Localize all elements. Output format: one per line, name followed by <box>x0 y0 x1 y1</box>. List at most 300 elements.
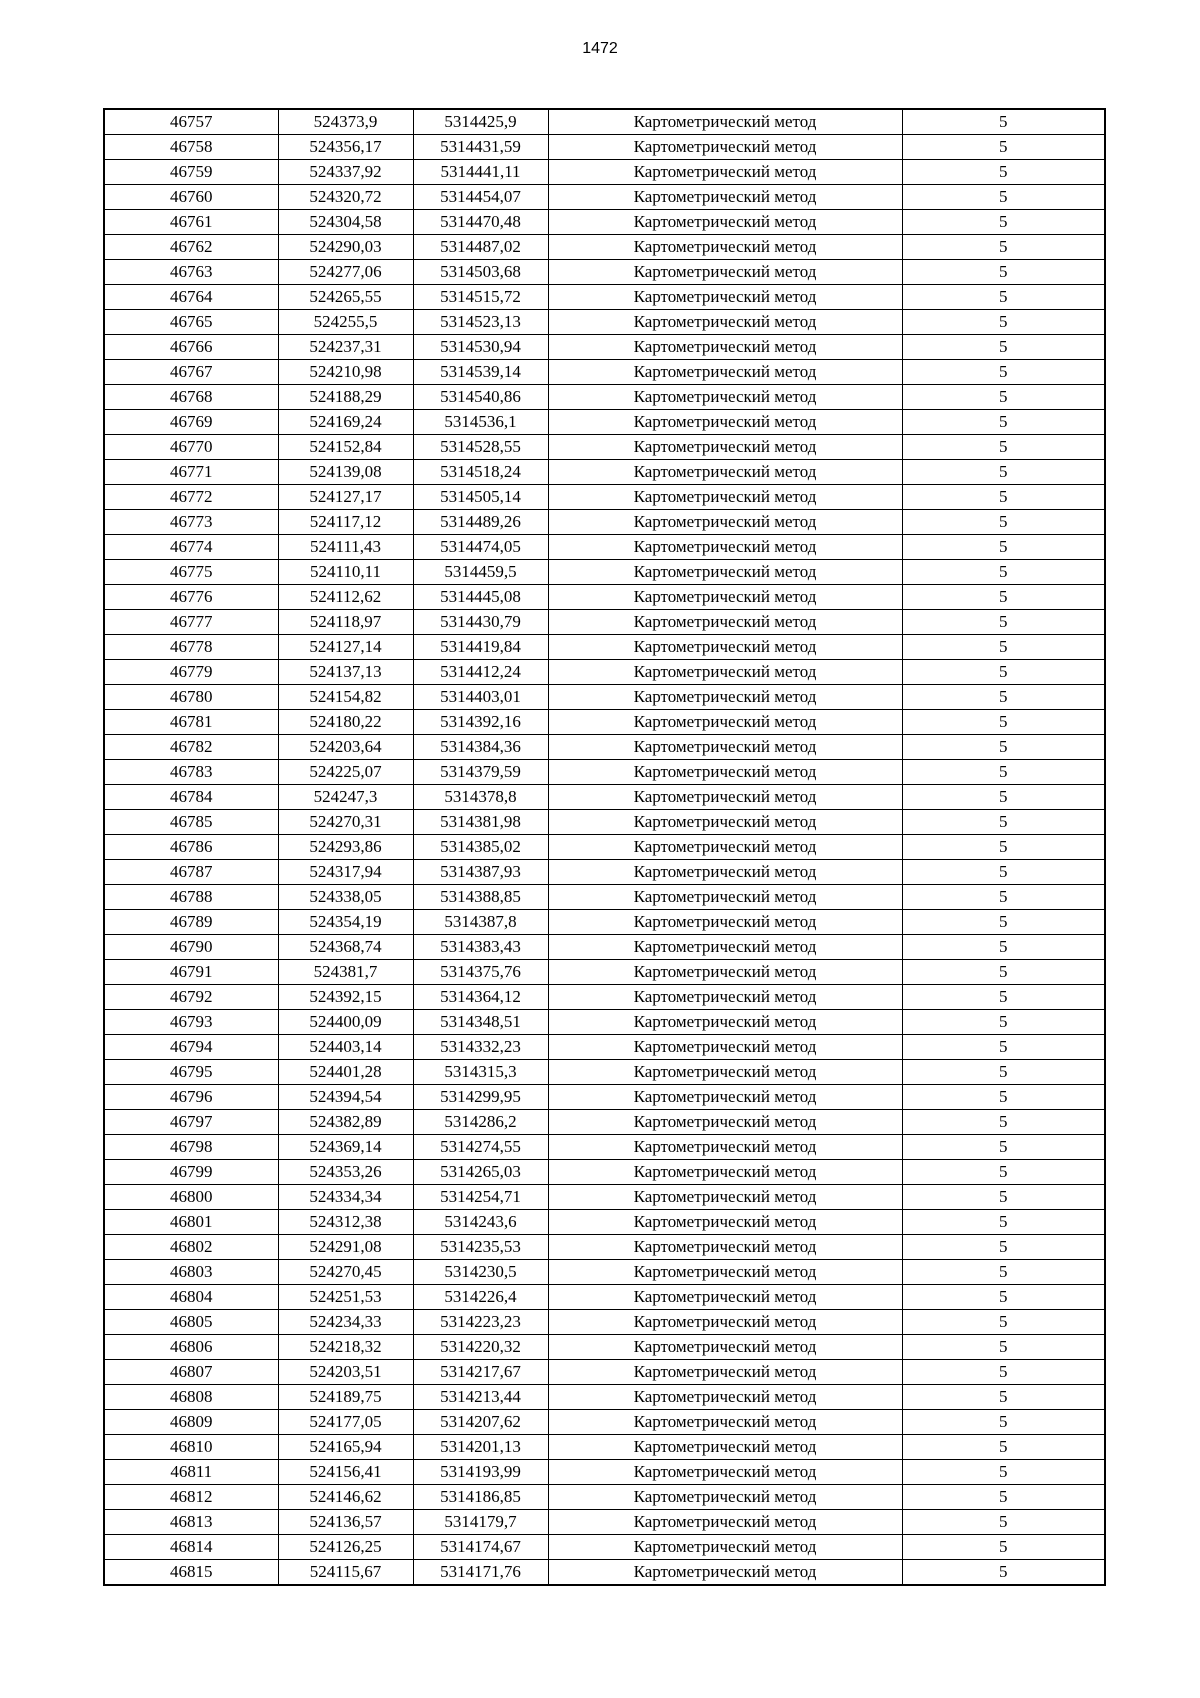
table-row <box>104 960 1105 985</box>
y-coordinate-cell: 5314474,05 <box>413 535 548 560</box>
accuracy-cell: 5 <box>902 310 1105 335</box>
table-row <box>104 1160 1105 1185</box>
x-coordinate-cell: 524165,94 <box>278 1435 413 1460</box>
table-row <box>104 360 1105 385</box>
y-coordinate-cell: 5314226,4 <box>413 1285 548 1310</box>
method-cell: Картометрический метод <box>548 210 902 235</box>
table-row <box>104 585 1105 610</box>
table-row <box>104 335 1105 360</box>
method-cell: Картометрический метод <box>548 585 902 610</box>
accuracy-cell: 5 <box>902 1235 1105 1260</box>
accuracy-cell: 5 <box>902 1260 1105 1285</box>
table-row <box>104 410 1105 435</box>
y-coordinate-cell: 5314299,95 <box>413 1085 548 1110</box>
x-coordinate-cell: 524189,75 <box>278 1385 413 1410</box>
point-number-cell: 46804 <box>104 1285 278 1310</box>
accuracy-cell: 5 <box>902 1310 1105 1335</box>
y-coordinate-cell: 5314419,84 <box>413 635 548 660</box>
point-number-cell: 46760 <box>104 185 278 210</box>
table-row <box>104 835 1105 860</box>
point-number-cell: 46765 <box>104 310 278 335</box>
method-cell: Картометрический метод <box>548 860 902 885</box>
table-row <box>104 1410 1105 1435</box>
table-row <box>104 1335 1105 1360</box>
x-coordinate-cell: 524251,53 <box>278 1285 413 1310</box>
accuracy-cell: 5 <box>902 1460 1105 1485</box>
accuracy-cell: 5 <box>902 460 1105 485</box>
point-number-cell: 46807 <box>104 1360 278 1385</box>
table-body <box>104 109 1105 1585</box>
point-number-cell: 46795 <box>104 1060 278 1085</box>
point-number-cell: 46808 <box>104 1385 278 1410</box>
method-cell: Картометрический метод <box>548 610 902 635</box>
point-number-cell: 46803 <box>104 1260 278 1285</box>
y-coordinate-cell: 5314487,02 <box>413 235 548 260</box>
table-row <box>104 310 1105 335</box>
table-row <box>104 1385 1105 1410</box>
y-coordinate-cell: 5314223,23 <box>413 1310 548 1335</box>
y-coordinate-cell: 5314528,55 <box>413 435 548 460</box>
accuracy-cell: 5 <box>902 535 1105 560</box>
x-coordinate-cell: 524115,67 <box>278 1560 413 1586</box>
y-coordinate-cell: 5314403,01 <box>413 685 548 710</box>
method-cell: Картометрический метод <box>548 760 902 785</box>
coordinates-table <box>103 108 1106 1586</box>
table-row <box>104 1435 1105 1460</box>
accuracy-cell: 5 <box>902 1110 1105 1135</box>
method-cell: Картометрический метод <box>548 1435 902 1460</box>
accuracy-cell: 5 <box>902 1185 1105 1210</box>
point-number-cell: 46791 <box>104 960 278 985</box>
x-coordinate-cell: 524154,82 <box>278 685 413 710</box>
accuracy-cell: 5 <box>902 235 1105 260</box>
x-coordinate-cell: 524136,57 <box>278 1510 413 1535</box>
table-row <box>104 635 1105 660</box>
y-coordinate-cell: 5314536,1 <box>413 410 548 435</box>
x-coordinate-cell: 524277,06 <box>278 260 413 285</box>
point-number-cell: 46796 <box>104 1085 278 1110</box>
x-coordinate-cell: 524146,62 <box>278 1485 413 1510</box>
x-coordinate-cell: 524118,97 <box>278 610 413 635</box>
accuracy-cell: 5 <box>902 960 1105 985</box>
accuracy-cell: 5 <box>902 1285 1105 1310</box>
page-number: 1472 <box>582 40 618 57</box>
x-coordinate-cell: 524317,94 <box>278 860 413 885</box>
x-coordinate-cell: 524203,64 <box>278 735 413 760</box>
y-coordinate-cell: 5314186,85 <box>413 1485 548 1510</box>
method-cell: Картометрический метод <box>548 1210 902 1235</box>
table-row <box>104 485 1105 510</box>
x-coordinate-cell: 524394,54 <box>278 1085 413 1110</box>
y-coordinate-cell: 5314378,8 <box>413 785 548 810</box>
point-number-cell: 46758 <box>104 135 278 160</box>
table-row <box>104 510 1105 535</box>
table-row <box>104 1310 1105 1335</box>
y-coordinate-cell: 5314286,2 <box>413 1110 548 1135</box>
table-row <box>104 1460 1105 1485</box>
table-row <box>104 1510 1105 1535</box>
x-coordinate-cell: 524354,19 <box>278 910 413 935</box>
method-cell: Картометрический метод <box>548 1260 902 1285</box>
y-coordinate-cell: 5314470,48 <box>413 210 548 235</box>
accuracy-cell: 5 <box>902 560 1105 585</box>
x-coordinate-cell: 524234,33 <box>278 1310 413 1335</box>
y-coordinate-cell: 5314459,5 <box>413 560 548 585</box>
method-cell: Картометрический метод <box>548 960 902 985</box>
y-coordinate-cell: 5314441,11 <box>413 160 548 185</box>
accuracy-cell: 5 <box>902 710 1105 735</box>
y-coordinate-cell: 5314179,7 <box>413 1510 548 1535</box>
point-number-cell: 46792 <box>104 985 278 1010</box>
accuracy-cell: 5 <box>902 635 1105 660</box>
point-number-cell: 46797 <box>104 1110 278 1135</box>
method-cell: Картометрический метод <box>548 310 902 335</box>
method-cell: Картометрический метод <box>548 785 902 810</box>
x-coordinate-cell: 524368,74 <box>278 935 413 960</box>
accuracy-cell: 5 <box>902 185 1105 210</box>
table-row <box>104 910 1105 935</box>
method-cell: Картометрический метод <box>548 135 902 160</box>
table-row <box>104 1210 1105 1235</box>
method-cell: Картометрический метод <box>548 1160 902 1185</box>
method-cell: Картометрический метод <box>548 1110 902 1135</box>
point-number-cell: 46779 <box>104 660 278 685</box>
table-row <box>104 810 1105 835</box>
x-coordinate-cell: 524369,14 <box>278 1135 413 1160</box>
x-coordinate-cell: 524180,22 <box>278 710 413 735</box>
accuracy-cell: 5 <box>902 835 1105 860</box>
y-coordinate-cell: 5314430,79 <box>413 610 548 635</box>
method-cell: Картометрический метод <box>548 1535 902 1560</box>
table-row <box>104 1360 1105 1385</box>
method-cell: Картометрический метод <box>548 910 902 935</box>
point-number-cell: 46772 <box>104 485 278 510</box>
x-coordinate-cell: 524320,72 <box>278 185 413 210</box>
table-row <box>104 710 1105 735</box>
method-cell: Картометрический метод <box>548 1560 902 1586</box>
accuracy-cell: 5 <box>902 485 1105 510</box>
y-coordinate-cell: 5314201,13 <box>413 1435 548 1460</box>
y-coordinate-cell: 5314315,3 <box>413 1060 548 1085</box>
y-coordinate-cell: 5314515,72 <box>413 285 548 310</box>
point-number-cell: 46810 <box>104 1435 278 1460</box>
x-coordinate-cell: 524304,58 <box>278 210 413 235</box>
y-coordinate-cell: 5314539,14 <box>413 360 548 385</box>
method-cell: Картометрический метод <box>548 1010 902 1035</box>
x-coordinate-cell: 524127,14 <box>278 635 413 660</box>
method-cell: Картометрический метод <box>548 935 902 960</box>
y-coordinate-cell: 5314454,07 <box>413 185 548 210</box>
table-row <box>104 1260 1105 1285</box>
table-row <box>104 760 1105 785</box>
method-cell: Картометрический метод <box>548 1460 902 1485</box>
table-row <box>104 1560 1105 1586</box>
method-cell: Картометрический метод <box>548 185 902 210</box>
table-row <box>104 685 1105 710</box>
point-number-cell: 46776 <box>104 585 278 610</box>
y-coordinate-cell: 5314387,8 <box>413 910 548 935</box>
method-cell: Картометрический метод <box>548 660 902 685</box>
accuracy-cell: 5 <box>902 1135 1105 1160</box>
x-coordinate-cell: 524112,62 <box>278 585 413 610</box>
point-number-cell: 46794 <box>104 1035 278 1060</box>
x-coordinate-cell: 524177,05 <box>278 1410 413 1435</box>
x-coordinate-cell: 524382,89 <box>278 1110 413 1135</box>
table-row <box>104 1485 1105 1510</box>
accuracy-cell: 5 <box>902 735 1105 760</box>
table-row <box>104 1285 1105 1310</box>
method-cell: Картометрический метод <box>548 535 902 560</box>
point-number-cell: 46787 <box>104 860 278 885</box>
y-coordinate-cell: 5314243,6 <box>413 1210 548 1235</box>
x-coordinate-cell: 524255,5 <box>278 310 413 335</box>
method-cell: Картометрический метод <box>548 1310 902 1335</box>
y-coordinate-cell: 5314384,36 <box>413 735 548 760</box>
accuracy-cell: 5 <box>902 1010 1105 1035</box>
point-number-cell: 46775 <box>104 560 278 585</box>
x-coordinate-cell: 524381,7 <box>278 960 413 985</box>
table-row <box>104 860 1105 885</box>
x-coordinate-cell: 524265,55 <box>278 285 413 310</box>
y-coordinate-cell: 5314505,14 <box>413 485 548 510</box>
accuracy-cell: 5 <box>902 435 1105 460</box>
method-cell: Картометрический метод <box>548 1510 902 1535</box>
accuracy-cell: 5 <box>902 810 1105 835</box>
method-cell: Картометрический метод <box>548 1085 902 1110</box>
point-number-cell: 46806 <box>104 1335 278 1360</box>
point-number-cell: 46770 <box>104 435 278 460</box>
accuracy-cell: 5 <box>902 760 1105 785</box>
point-number-cell: 46786 <box>104 835 278 860</box>
x-coordinate-cell: 524156,41 <box>278 1460 413 1485</box>
y-coordinate-cell: 5314274,55 <box>413 1135 548 1160</box>
x-coordinate-cell: 524293,86 <box>278 835 413 860</box>
x-coordinate-cell: 524210,98 <box>278 360 413 385</box>
accuracy-cell: 5 <box>902 1335 1105 1360</box>
table-row <box>104 1110 1105 1135</box>
point-number-cell: 46766 <box>104 335 278 360</box>
method-cell: Картометрический метод <box>548 1235 902 1260</box>
x-coordinate-cell: 524312,38 <box>278 1210 413 1235</box>
table-row <box>104 1235 1105 1260</box>
method-cell: Картометрический метод <box>548 1360 902 1385</box>
x-coordinate-cell: 524270,31 <box>278 810 413 835</box>
y-coordinate-cell: 5314375,76 <box>413 960 548 985</box>
accuracy-cell: 5 <box>902 1485 1105 1510</box>
y-coordinate-cell: 5314388,85 <box>413 885 548 910</box>
x-coordinate-cell: 524356,17 <box>278 135 413 160</box>
method-cell: Картометрический метод <box>548 485 902 510</box>
x-coordinate-cell: 524401,28 <box>278 1060 413 1085</box>
point-number-cell: 46793 <box>104 1010 278 1035</box>
x-coordinate-cell: 524338,05 <box>278 885 413 910</box>
point-number-cell: 46781 <box>104 710 278 735</box>
point-number-cell: 46809 <box>104 1410 278 1435</box>
table-row <box>104 1135 1105 1160</box>
accuracy-cell: 5 <box>902 610 1105 635</box>
x-coordinate-cell: 524188,29 <box>278 385 413 410</box>
x-coordinate-cell: 524392,15 <box>278 985 413 1010</box>
y-coordinate-cell: 5314431,59 <box>413 135 548 160</box>
table-row <box>104 985 1105 1010</box>
x-coordinate-cell: 524373,9 <box>278 109 413 135</box>
method-cell: Картометрический метод <box>548 410 902 435</box>
point-number-cell: 46780 <box>104 685 278 710</box>
point-number-cell: 46763 <box>104 260 278 285</box>
accuracy-cell: 5 <box>902 785 1105 810</box>
point-number-cell: 46783 <box>104 760 278 785</box>
y-coordinate-cell: 5314387,93 <box>413 860 548 885</box>
table-row <box>104 1535 1105 1560</box>
x-coordinate-cell: 524353,26 <box>278 1160 413 1185</box>
y-coordinate-cell: 5314530,94 <box>413 335 548 360</box>
method-cell: Картометрический метод <box>548 885 902 910</box>
y-coordinate-cell: 5314383,43 <box>413 935 548 960</box>
table-row <box>104 1035 1105 1060</box>
point-number-cell: 46777 <box>104 610 278 635</box>
accuracy-cell: 5 <box>902 660 1105 685</box>
point-number-cell: 46762 <box>104 235 278 260</box>
method-cell: Картометрический метод <box>548 1285 902 1310</box>
y-coordinate-cell: 5314489,26 <box>413 510 548 535</box>
accuracy-cell: 5 <box>902 510 1105 535</box>
method-cell: Картометрический метод <box>548 685 902 710</box>
method-cell: Картометрический метод <box>548 335 902 360</box>
table-row <box>104 235 1105 260</box>
y-coordinate-cell: 5314207,62 <box>413 1410 548 1435</box>
y-coordinate-cell: 5314230,5 <box>413 1260 548 1285</box>
point-number-cell: 46782 <box>104 735 278 760</box>
accuracy-cell: 5 <box>902 985 1105 1010</box>
point-number-cell: 46800 <box>104 1185 278 1210</box>
accuracy-cell: 5 <box>902 910 1105 935</box>
x-coordinate-cell: 524334,34 <box>278 1185 413 1210</box>
x-coordinate-cell: 524237,31 <box>278 335 413 360</box>
table-row <box>104 1085 1105 1110</box>
x-coordinate-cell: 524270,45 <box>278 1260 413 1285</box>
accuracy-cell: 5 <box>902 1535 1105 1560</box>
accuracy-cell: 5 <box>902 160 1105 185</box>
x-coordinate-cell: 524126,25 <box>278 1535 413 1560</box>
point-number-cell: 46801 <box>104 1210 278 1235</box>
point-number-cell: 46805 <box>104 1310 278 1335</box>
accuracy-cell: 5 <box>902 285 1105 310</box>
accuracy-cell: 5 <box>902 335 1105 360</box>
point-number-cell: 46768 <box>104 385 278 410</box>
point-number-cell: 46789 <box>104 910 278 935</box>
method-cell: Картометрический метод <box>548 285 902 310</box>
accuracy-cell: 5 <box>902 1360 1105 1385</box>
table-row <box>104 109 1105 135</box>
table-row <box>104 935 1105 960</box>
table-row <box>104 660 1105 685</box>
x-coordinate-cell: 524225,07 <box>278 760 413 785</box>
method-cell: Картометрический метод <box>548 510 902 535</box>
method-cell: Картометрический метод <box>548 735 902 760</box>
method-cell: Картометрический метод <box>548 260 902 285</box>
y-coordinate-cell: 5314348,51 <box>413 1010 548 1035</box>
point-number-cell: 46769 <box>104 410 278 435</box>
accuracy-cell: 5 <box>902 685 1105 710</box>
accuracy-cell: 5 <box>902 210 1105 235</box>
x-coordinate-cell: 524403,14 <box>278 1035 413 1060</box>
y-coordinate-cell: 5314381,98 <box>413 810 548 835</box>
x-coordinate-cell: 524152,84 <box>278 435 413 460</box>
table-row <box>104 460 1105 485</box>
point-number-cell: 46774 <box>104 535 278 560</box>
point-number-cell: 46812 <box>104 1485 278 1510</box>
y-coordinate-cell: 5314332,23 <box>413 1035 548 1060</box>
table-row <box>104 610 1105 635</box>
method-cell: Картометрический метод <box>548 1485 902 1510</box>
method-cell: Картометрический метод <box>548 560 902 585</box>
y-coordinate-cell: 5314412,24 <box>413 660 548 685</box>
accuracy-cell: 5 <box>902 935 1105 960</box>
table-row <box>104 435 1105 460</box>
y-coordinate-cell: 5314425,9 <box>413 109 548 135</box>
accuracy-cell: 5 <box>902 1085 1105 1110</box>
method-cell: Картометрический метод <box>548 710 902 735</box>
table-row <box>104 1010 1105 1035</box>
y-coordinate-cell: 5314540,86 <box>413 385 548 410</box>
table-row <box>104 210 1105 235</box>
accuracy-cell: 5 <box>902 1510 1105 1535</box>
accuracy-cell: 5 <box>902 1560 1105 1586</box>
point-number-cell: 46771 <box>104 460 278 485</box>
table-row <box>104 735 1105 760</box>
accuracy-cell: 5 <box>902 360 1105 385</box>
y-coordinate-cell: 5314217,67 <box>413 1360 548 1385</box>
point-number-cell: 46788 <box>104 885 278 910</box>
x-coordinate-cell: 524137,13 <box>278 660 413 685</box>
point-number-cell: 46790 <box>104 935 278 960</box>
accuracy-cell: 5 <box>902 410 1105 435</box>
point-number-cell: 46814 <box>104 1535 278 1560</box>
y-coordinate-cell: 5314174,67 <box>413 1535 548 1560</box>
x-coordinate-cell: 524218,32 <box>278 1335 413 1360</box>
y-coordinate-cell: 5314503,68 <box>413 260 548 285</box>
method-cell: Картометрический метод <box>548 985 902 1010</box>
table-row <box>104 785 1105 810</box>
accuracy-cell: 5 <box>902 885 1105 910</box>
x-coordinate-cell: 524203,51 <box>278 1360 413 1385</box>
y-coordinate-cell: 5314445,08 <box>413 585 548 610</box>
point-number-cell: 46798 <box>104 1135 278 1160</box>
table-row <box>104 260 1105 285</box>
method-cell: Картометрический метод <box>548 1060 902 1085</box>
accuracy-cell: 5 <box>902 585 1105 610</box>
accuracy-cell: 5 <box>902 385 1105 410</box>
y-coordinate-cell: 5314265,03 <box>413 1160 548 1185</box>
method-cell: Картометрический метод <box>548 109 902 135</box>
point-number-cell: 46767 <box>104 360 278 385</box>
accuracy-cell: 5 <box>902 1160 1105 1185</box>
table-row <box>104 535 1105 560</box>
point-number-cell: 46759 <box>104 160 278 185</box>
method-cell: Картометрический метод <box>548 635 902 660</box>
y-coordinate-cell: 5314254,71 <box>413 1185 548 1210</box>
point-number-cell: 46813 <box>104 1510 278 1535</box>
y-coordinate-cell: 5314392,16 <box>413 710 548 735</box>
accuracy-cell: 5 <box>902 109 1105 135</box>
point-number-cell: 46784 <box>104 785 278 810</box>
table-row <box>104 1060 1105 1085</box>
method-cell: Картометрический метод <box>548 1035 902 1060</box>
method-cell: Картометрический метод <box>548 460 902 485</box>
x-coordinate-cell: 524139,08 <box>278 460 413 485</box>
x-coordinate-cell: 524127,17 <box>278 485 413 510</box>
table-row <box>104 135 1105 160</box>
